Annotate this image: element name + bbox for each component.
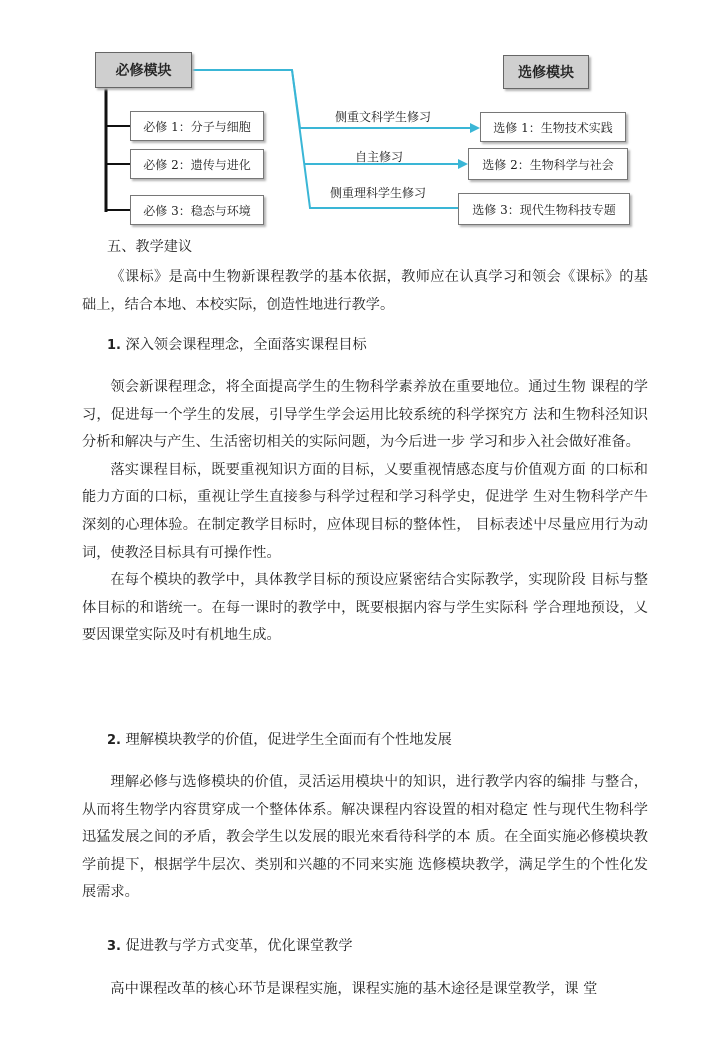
- subsection-3-number: 3.: [107, 939, 121, 954]
- subsection-2-body: [82, 769, 648, 907]
- paragraph: 在每个模块的教学中，具体教学目标的预设应紧密结合实际教学，实现阶段 目标与整体目标的和谐统一。在每一课时的教学中，既要根据内容与学生实际科 学合理地预设，乂要因课堂实际及吋有机地生成。: [82, 572, 648, 644]
- arrowhead-self: [458, 159, 468, 169]
- subsection-1-title: 深入领会课程理念，全面落实课程目标: [125, 337, 367, 353]
- section-intro: 《课标》是高中生物新课程教学的基本依据，教师应在认真学习和领会《课标》的基础上，结合本地、本校实际，创造性地进行教学。: [82, 269, 648, 313]
- elective-module-2: 选修 2：生物科学与社会: [468, 148, 628, 180]
- required-modules-title: 必修模块: [95, 52, 192, 88]
- arrowhead-arts: [470, 123, 480, 133]
- subsection-1-body: [82, 374, 648, 650]
- paragraph: 理解必修与选修模块的价值，灵活运用模块屮的知识，进行教学内容的编排 与整合，从而将生物学内容贯穿成一个整体体系。解决课程内容设置的相对稳定 性与现代生物科学迅猛发展之间的矛盾，教会学生以发展的眼光來看待科学的本 质。在全面实施必修模块教学前提下，根据学牛层次、类别和兴趣的不同来实施 选修模块教学，满足学生的个性化发展需求。: [82, 774, 648, 901]
- route-arts-label: 侧重文科学生修习: [335, 110, 432, 124]
- section-title: 五、教学建议: [107, 239, 193, 255]
- subsection-1-number: 1.: [107, 338, 121, 353]
- subsection-3-heading: [107, 935, 353, 955]
- module-diagram: [0, 0, 720, 240]
- route-science-label: 侧重理科学生修习: [330, 186, 427, 200]
- subsection-2-number: 2.: [107, 733, 121, 748]
- route-self-label: 自主修习: [355, 150, 404, 164]
- subsection-2-title: 理解模块教学的价值，促进学生全面而有个性地发展: [125, 732, 452, 748]
- connector-trunk-upper: [292, 70, 300, 128]
- section-intro-block: [82, 264, 648, 319]
- paragraph: 高中课程改革的核心环节是课程实施，课程实施的基木途径是课堂教学，课 堂: [110, 981, 598, 997]
- subsection-3-title: 促进教与学方式变革，优化课堂教学: [125, 938, 353, 954]
- required-module-3: 必修 3：稳态与环境: [130, 195, 264, 225]
- elective-module-1: 选修 1：生物技术实践: [480, 112, 626, 142]
- paragraph: 领会新课程理念，将全面提高学生的生物科学素养放在重要地位。通过生物 课程的学习，促进每一个学生的发展，引导学生学会运用比较系统的科学探究方 法和生物科泾知识分析和解决与产生、生活密切相关的实际问题，为今后进一步 学习和步入社会做好准备。: [82, 379, 648, 451]
- paragraph: 落实课程目标，既要重视知识方面的目标，乂要重视情感态度与价值观方面 的口标和能力方面的口标，重视让学生直接参与科学过程和学习科学史，促进学 生对生物科学产牛深刻的心理体验。在制定教学目标时，应体现目标的整体性， 目标表述屮尽量应用行为动词，使教泾目标具有可操作性。: [82, 461, 648, 561]
- required-module-2: 必修 2：遗传与进化: [130, 149, 264, 179]
- subsection-2-heading: [107, 729, 452, 749]
- subsection-3-body: [82, 976, 648, 1004]
- required-module-1: 必修 1：分子与细胞: [130, 111, 264, 141]
- elective-module-3: 选修 3：现代生物科技专题: [458, 193, 630, 225]
- subsection-1-heading: [107, 334, 367, 354]
- elective-modules-title: 选修模块: [503, 55, 589, 89]
